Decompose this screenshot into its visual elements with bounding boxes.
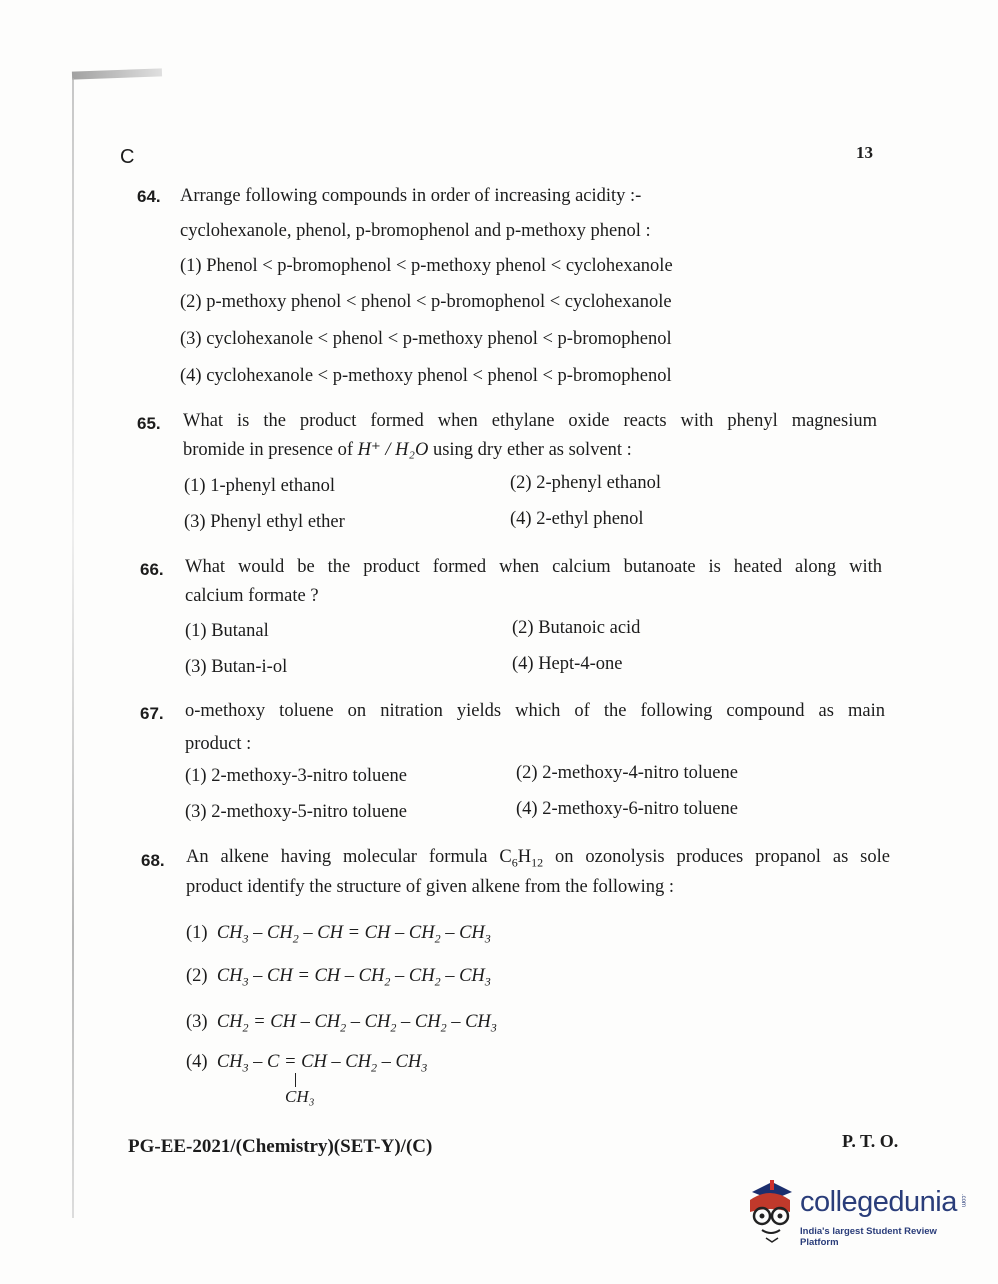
text-part: using dry ether as solvent : xyxy=(428,440,632,460)
formula: H⁺ / H₂O xyxy=(357,440,429,460)
option-label: (3) xyxy=(186,1012,208,1032)
option-label: (2) xyxy=(186,966,208,986)
option-1[interactable]: (1) Butanal xyxy=(185,621,269,641)
page-number: 13 xyxy=(856,143,873,162)
option-label: (4) xyxy=(186,1052,208,1072)
option-1[interactable]: (1) 2-methoxy-3-nitro toluene xyxy=(185,766,407,786)
option-4[interactable] xyxy=(186,1052,427,1076)
option-4[interactable]: (4) cyclohexanole < p-methoxy phenol < phenol < p-bromophenol xyxy=(180,366,672,386)
option-1[interactable]: (1) 1-phenyl ethanol xyxy=(184,476,336,496)
option-3[interactable]: (3) Phenyl ethyl ether xyxy=(184,512,345,532)
scan-edge xyxy=(72,68,162,79)
option-4[interactable]: (4) 2-methoxy-6-nitro toluene xyxy=(516,799,738,819)
pto-label: P. T. O. xyxy=(842,1131,899,1151)
logo-wordmark: collegedunia xyxy=(800,1186,957,1218)
question-text xyxy=(183,436,877,464)
text-part: on ozonolysis produces propanol as sole xyxy=(543,847,890,867)
subscript: 6 xyxy=(511,855,518,870)
paper-code: PG-EE-2021/(Chemistry)(SET-Y)/(C) xyxy=(128,1136,433,1157)
text-part: An alkene having molecular formula C xyxy=(186,847,512,867)
formula: $CH_3$ – CH = CH – $CH_2 - CH_2 - CH_3$ xyxy=(216,966,491,989)
formula: $CH_2$ = CH – $CH_2 - CH_2 - CH_2 - CH_3$ xyxy=(216,1012,497,1035)
bond-line xyxy=(295,1073,296,1087)
logo-tld: .com xyxy=(960,1194,966,1208)
option-4[interactable]: (4) Hept-4-one xyxy=(512,654,623,674)
methyl-branch: CH₃ xyxy=(285,1087,315,1106)
option-2[interactable]: (2) 2-methoxy-4-nitro toluene xyxy=(516,763,738,783)
question-text: cyclohexanole, phenol, p-bromophenol and p-methoxy phenol : xyxy=(180,221,651,241)
option-2[interactable]: (2) Butanoic acid xyxy=(512,618,641,638)
question-text: o-methoxy toluene on nitration yields which of the following compound as main xyxy=(185,701,885,721)
option-4[interactable]: (4) 2-ethyl phenol xyxy=(510,509,644,529)
question-text: What is the product formed when ethylane oxide reacts with phenyl magnesium xyxy=(183,411,877,431)
question-text: Arrange following compounds in order of increasing acidity :- xyxy=(180,186,642,206)
option-2[interactable]: (2) 2-phenyl ethanol xyxy=(510,473,662,493)
option-2[interactable] xyxy=(186,966,491,990)
question-text xyxy=(186,843,890,877)
question-text: product identify the structure of given alkene from the following : xyxy=(186,877,675,897)
set-letter: C xyxy=(120,146,135,168)
mascot-icon xyxy=(742,1178,798,1248)
formula: $CH_3 - CH_2$ – CH = CH – $CH_2 - CH_3$ xyxy=(216,923,491,946)
collegedunia-logo xyxy=(742,1178,972,1248)
question-number: 66. xyxy=(140,560,164,579)
formula: $CH_3$ – C = CH – $CH_2 - CH_3$ xyxy=(216,1052,428,1075)
question-text: product : xyxy=(185,734,252,754)
logo-tagline: India's largest Student Review Platform xyxy=(800,1226,937,1248)
question-text: What would be the product formed when calcium butanoate is heated along with xyxy=(185,557,882,577)
text-part: H xyxy=(517,847,532,867)
subscript: 12 xyxy=(531,855,544,870)
option-3[interactable]: (3) cyclohexanole < phenol < p-methoxy phenol < p-bromophenol xyxy=(180,329,672,349)
option-3[interactable]: (3) 2-methoxy-5-nitro toluene xyxy=(185,802,407,822)
question-number: 64. xyxy=(137,187,161,206)
option-1[interactable] xyxy=(186,923,491,947)
question-number: 65. xyxy=(137,414,161,433)
scan-edge xyxy=(72,78,74,1218)
option-3[interactable] xyxy=(186,1012,497,1036)
option-1[interactable]: (1) Phenol < p-bromophenol < p-methoxy phenol < cyclohexanole xyxy=(180,256,673,276)
option-label: (1) xyxy=(186,923,208,943)
option-3[interactable]: (3) Butan-i-ol xyxy=(185,657,288,677)
question-number: 68. xyxy=(141,851,165,870)
text-part: bromide in presence of xyxy=(183,440,358,460)
question-number: 67. xyxy=(140,704,164,723)
option-2[interactable]: (2) p-methoxy phenol < phenol < p-bromophenol < cyclohexanole xyxy=(180,292,672,312)
question-text: calcium formate ? xyxy=(185,586,319,606)
